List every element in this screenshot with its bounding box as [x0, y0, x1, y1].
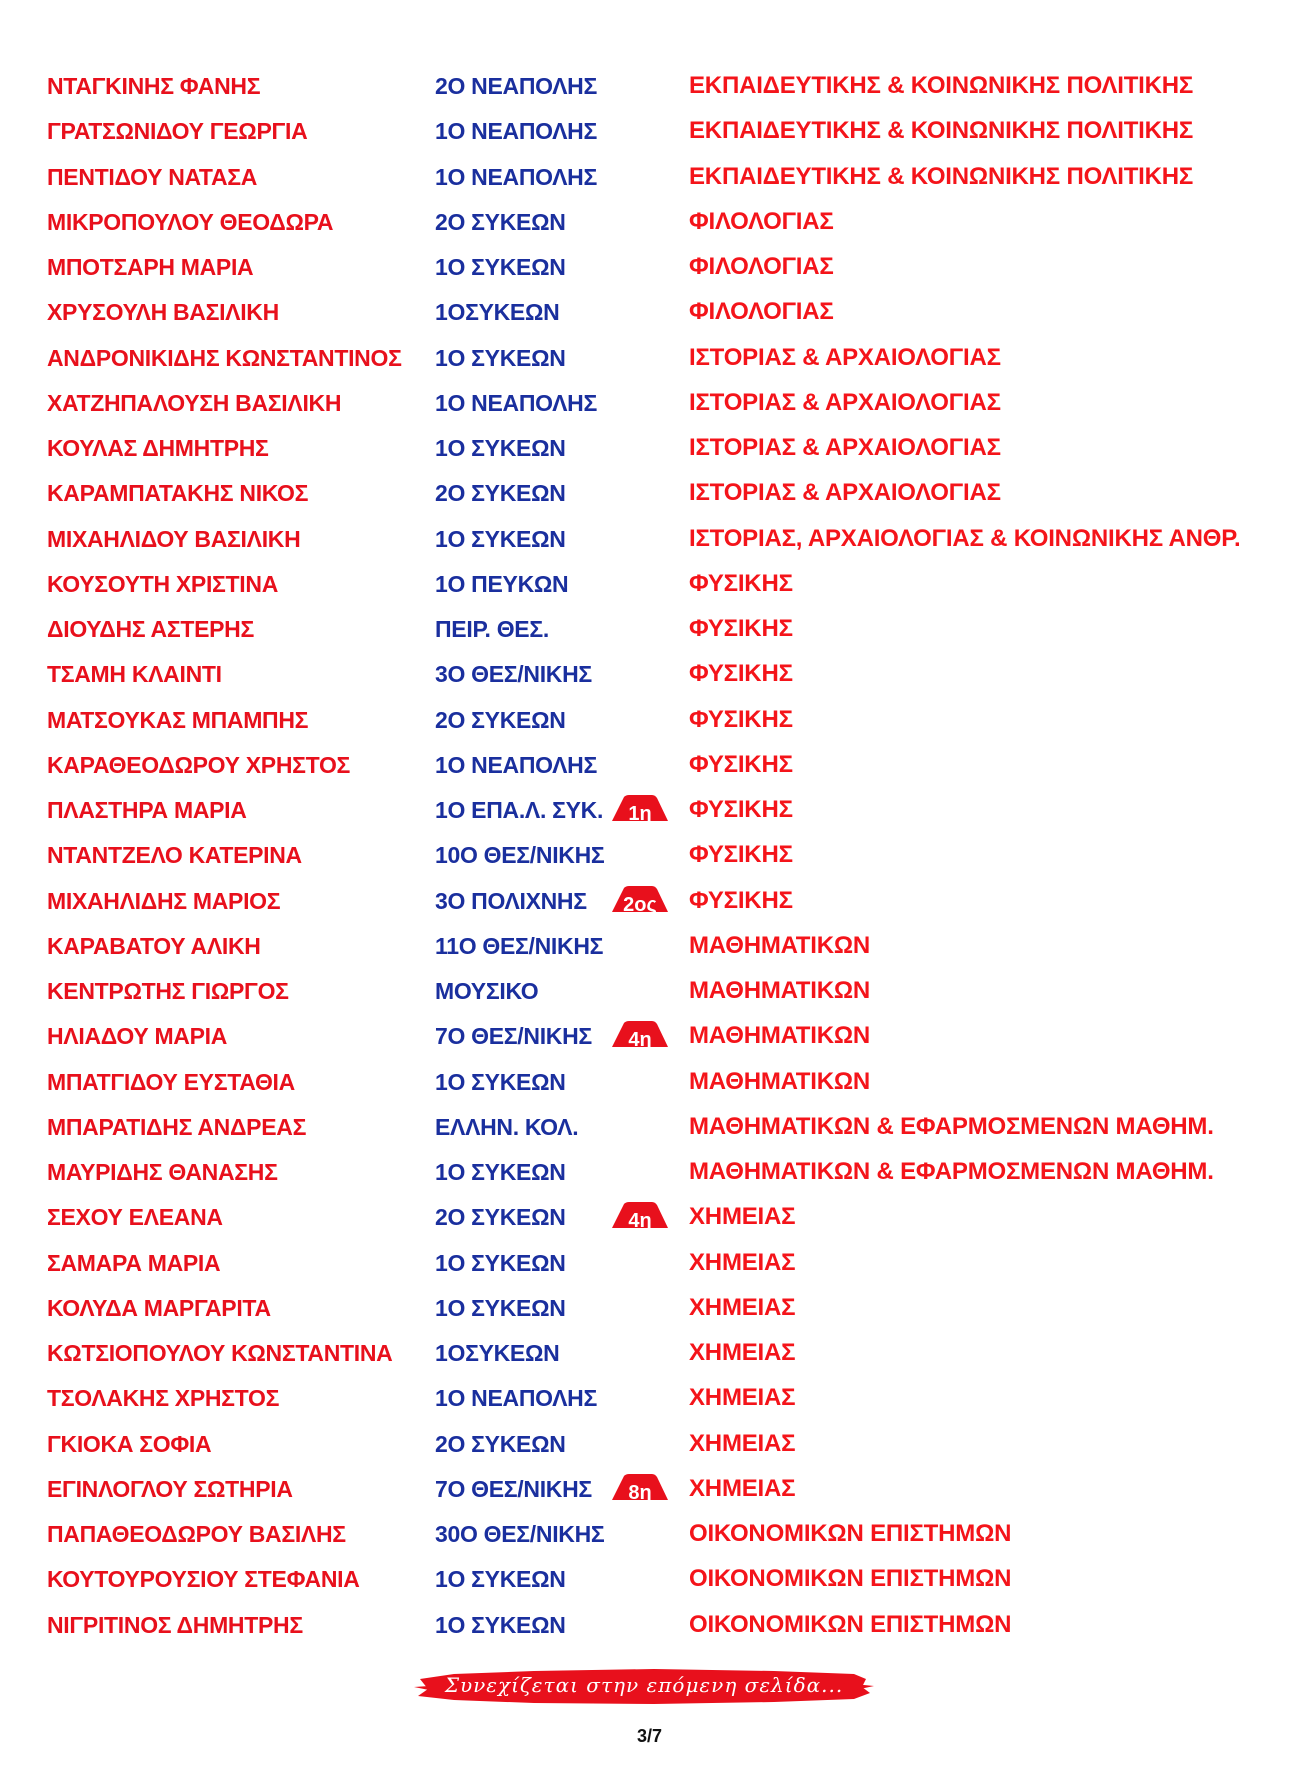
- school-name: ΕΛΛΗΝ. ΚΟΛ.: [435, 1113, 579, 1140]
- department-name: ΙΣΤΟΡΙΑΣ & ΑΡΧΑΙΟΛΟΓΙΑΣ: [689, 434, 1001, 461]
- list-item: [0, 67, 1299, 112]
- person-name: ΝΤΑΝΤΖΕΛΟ ΚΑΤΕΡΙΝΑ: [47, 842, 302, 869]
- school-name: 3Ο ΠΟΛΙΧΝΗΣ: [435, 887, 587, 914]
- school-name: 11Ο ΘΕΣ/ΝΙΚΗΣ: [435, 932, 604, 959]
- list-item: [0, 701, 1299, 746]
- school-name: 1Ο ΝΕΑΠΟΛΗΣ: [435, 751, 597, 778]
- rank-badge: [612, 1474, 668, 1504]
- department-name: ΕΚΠΑΙΔΕΥΤΙΚΗΣ & ΚΟΙΝΩΝΙΚΗΣ ΠΟΛΙΤΙΚΗΣ: [689, 72, 1194, 99]
- person-name: ΠΕΝΤΙΔΟΥ ΝΑΤΑΣΑ: [47, 163, 258, 190]
- list-item: [0, 1153, 1299, 1198]
- school-name: 1Ο ΣΥΚΕΩΝ: [435, 344, 566, 371]
- person-name: ΣΑΜΑΡΑ ΜΑΡΙΑ: [47, 1249, 221, 1276]
- rank-badge: [612, 795, 668, 825]
- list-item: [0, 1334, 1299, 1379]
- person-name: ΚΟΥΛΑΣ ΔΗΜΗΤΡΗΣ: [47, 435, 269, 461]
- list-item: [0, 746, 1299, 791]
- department-name: ΧΗΜΕΙΑΣ: [689, 1429, 796, 1457]
- list-item: [0, 112, 1299, 157]
- person-name: ΚΑΡΑΜΠΑΤΑΚΗΣ ΝΙΚΟΣ: [47, 480, 309, 507]
- list-item: [0, 927, 1299, 972]
- school-name: 1Ο ΣΥΚΕΩΝ: [435, 525, 566, 552]
- school-name: 1Ο ΝΕΑΠΟΛΗΣ: [435, 163, 597, 190]
- list-item: [0, 293, 1299, 338]
- list-item: [0, 474, 1299, 519]
- rank-badge-label: 8η: [628, 1481, 652, 1504]
- person-name: ΤΣΟΛΑΚΗΣ ΧΡΗΣΤΟΣ: [47, 1385, 280, 1412]
- person-name: ΜΠΟΤΣΑΡΗ ΜΑΡΙΑ: [47, 254, 254, 280]
- person-name: ΚΑΡΑΒΑΤΟΥ ΑΛΙΚΗ: [47, 932, 261, 959]
- school-name: 1Ο ΣΥΚΕΩΝ: [435, 1566, 566, 1593]
- person-name: ΓΚΙΟΚΑ ΣΟΦΙΑ: [47, 1430, 212, 1457]
- school-name: 1Ο ΣΥΚΕΩΝ: [435, 1068, 566, 1095]
- school-name: 2Ο ΣΥΚΕΩΝ: [435, 1430, 566, 1457]
- person-name: ΑΝΔΡΟΝΙΚΙΔΗΣ ΚΩΝΣΤΑΝΤΙΝΟΣ: [47, 344, 402, 371]
- department-name: ΙΣΤΟΡΙΑΣ & ΑΡΧΑΙΟΛΟΓΙΑΣ: [689, 479, 1001, 507]
- department-name: ΜΑΘΗΜΑΤΙΚΩΝ: [689, 1022, 871, 1050]
- list-item: [0, 1515, 1299, 1560]
- school-name: 1Ο ΣΥΚΕΩΝ: [435, 1249, 566, 1276]
- person-name: ΜΠΑΤΓΙΔΟΥ ΕΥΣΤΑΘΙΑ: [47, 1068, 295, 1095]
- person-name: ΗΛΙΑΔΟΥ ΜΑΡΙΑ: [47, 1023, 228, 1050]
- person-name: ΝΤΑΓΚΙΝΗΣ ΦΑΝΗΣ: [47, 73, 261, 99]
- department-name: ΧΗΜΕΙΑΣ: [689, 1474, 796, 1502]
- school-name: 1Ο ΠΕΥΚΩΝ: [435, 570, 569, 597]
- list-item: [0, 1017, 1299, 1062]
- school-name: 1Ο ΣΥΚΕΩΝ: [435, 254, 566, 280]
- department-name: ΦΙΛΟΛΟΓΙΑΣ: [689, 253, 834, 280]
- list-item: [0, 610, 1299, 655]
- department-name: ΦΥΣΙΚΗΣ: [689, 705, 793, 733]
- rank-badge: [612, 886, 668, 916]
- person-name: ΧΡΥΣΟΥΛΗ ΒΑΣΙΛΙΚΗ: [47, 299, 279, 326]
- department-name: ΜΑΘΗΜΑΤΙΚΩΝ: [689, 1067, 871, 1095]
- school-name: 1Ο ΝΕΑΠΟΛΗΣ: [435, 1385, 597, 1412]
- school-name: 2Ο ΣΥΚΕΩΝ: [435, 208, 566, 235]
- school-name: 30Ο ΘΕΣ/ΝΙΚΗΣ: [435, 1521, 605, 1547]
- list-item: [0, 339, 1299, 384]
- school-name: 1Ο ΝΕΑΠΟΛΗΣ: [435, 118, 597, 145]
- department-name: ΙΣΤΟΡΙΑΣ & ΑΡΧΑΙΟΛΟΓΙΑΣ: [689, 388, 1001, 416]
- school-name: ΠΕΙΡ. ΘΕΣ.: [435, 616, 549, 642]
- department-name: ΦΥΣΙΚΗΣ: [689, 750, 793, 778]
- person-name: ΜΑΥΡΙΔΗΣ ΘΑΝΑΣΗΣ: [47, 1159, 278, 1185]
- department-name: ΦΥΣΙΚΗΣ: [689, 796, 793, 823]
- school-name: 1Ο ΕΠΑ.Λ. ΣΥΚ.: [435, 797, 604, 823]
- school-name: 1ΟΣΥΚΕΩΝ: [435, 1340, 560, 1366]
- department-name: ΕΚΠΑΙΔΕΥΤΙΚΗΣ & ΚΟΙΝΩΝΙΚΗΣ ΠΟΛΙΤΙΚΗΣ: [689, 117, 1194, 145]
- department-name: ΟΙΚΟΝΟΜΙΚΩΝ ΕΠΙΣΤΗΜΩΝ: [689, 1610, 1012, 1638]
- person-name: ΚΟΥΣΟΥΤΗ ΧΡΙΣΤΙΝΑ: [47, 570, 279, 597]
- rank-badge-label: 4η: [628, 1029, 652, 1052]
- rank-badge-label: 4η: [628, 1210, 652, 1233]
- department-name: ΟΙΚΟΝΟΜΙΚΩΝ ΕΠΙΣΤΗΜΩΝ: [689, 1520, 1012, 1547]
- list-item: [0, 384, 1299, 429]
- list-item: [0, 972, 1299, 1017]
- list-item: [0, 882, 1299, 927]
- rank-badge: [612, 1202, 668, 1233]
- person-name: ΚΟΛΥΔΑ ΜΑΡΓΑΡΙΤΑ: [47, 1294, 271, 1321]
- department-name: ΧΗΜΕΙΑΣ: [689, 1384, 796, 1412]
- continued-text: Συνεχίζεται στην επόμενη σελίδα...: [444, 1673, 844, 1697]
- department-name: ΙΣΤΟΡΙΑΣ & ΑΡΧΑΙΟΛΟΓΙΑΣ: [689, 343, 1001, 371]
- school-name: 2Ο ΣΥΚΕΩΝ: [435, 706, 566, 733]
- school-name: 1Ο ΣΥΚΕΩΝ: [435, 1294, 566, 1321]
- continued-banner: [414, 1665, 874, 1709]
- person-name: ΜΙΧΑΗΛΙΔΟΥ ΒΑΣΙΛΙΚΗ: [47, 525, 301, 552]
- school-name: 2Ο ΝΕΑΠΟΛΗΣ: [435, 73, 597, 99]
- person-name: ΤΣΑΜΗ ΚΛΑΙΝΤΙ: [47, 661, 222, 688]
- school-name: 2Ο ΣΥΚΕΩΝ: [435, 1204, 566, 1231]
- list-item: [0, 1470, 1299, 1515]
- school-name: 1ΟΣΥΚΕΩΝ: [435, 299, 560, 326]
- person-name: ΚΕΝΤΡΩΤΗΣ ΓΙΩΡΓΟΣ: [47, 978, 289, 1004]
- person-name: ΝΙΓΡΙΤΙΝΟΣ ΔΗΜΗΤΡΗΣ: [47, 1611, 303, 1638]
- person-name: ΕΓΙΝΛΟΓΛΟΥ ΣΩΤΗΡΙΑ: [47, 1475, 293, 1502]
- list-item: [0, 565, 1299, 610]
- school-name: 10Ο ΘΕΣ/ΝΙΚΗΣ: [435, 842, 605, 869]
- list-item: [0, 158, 1299, 203]
- person-name: ΧΑΤΖΗΠΑΛΟΥΣΗ ΒΑΣΙΛΙΚΗ: [47, 389, 342, 416]
- list-item: [0, 1606, 1299, 1651]
- list-item: [0, 248, 1299, 293]
- department-name: ΜΑΘΗΜΑΤΙΚΩΝ & ΕΦΑΡΜΟΣΜΕΝΩΝ ΜΑΘΗΜ.: [689, 1112, 1214, 1140]
- list-item: [0, 1198, 1299, 1243]
- department-name: ΦΥΣΙΚΗΣ: [689, 660, 793, 688]
- list-item: [0, 1244, 1299, 1289]
- school-name: 1Ο ΣΥΚΕΩΝ: [435, 435, 566, 461]
- list-item: [0, 836, 1299, 881]
- list-item: [0, 655, 1299, 700]
- school-name: 1Ο ΣΥΚΕΩΝ: [435, 1611, 566, 1638]
- list-item: [0, 203, 1299, 248]
- school-name: 1Ο ΝΕΑΠΟΛΗΣ: [435, 389, 597, 416]
- department-name: ΧΗΜΕΙΑΣ: [689, 1293, 796, 1321]
- department-name: ΦΙΛΟΛΟΓΙΑΣ: [689, 298, 834, 326]
- person-name: ΜΙΚΡΟΠΟΥΛΟΥ ΘΕΟΔΩΡΑ: [47, 208, 334, 235]
- school-name: 3Ο ΘΕΣ/ΝΙΚΗΣ: [435, 661, 592, 688]
- school-name: 7Ο ΘΕΣ/ΝΙΚΗΣ: [435, 1023, 592, 1050]
- list-item: [0, 1425, 1299, 1470]
- person-name: ΠΛΑΣΤΗΡΑ ΜΑΡΙΑ: [47, 797, 247, 823]
- department-name: ΜΑΘΗΜΑΤΙΚΩΝ: [689, 977, 871, 1004]
- person-name: ΚΟΥΤΟΥΡΟΥΣΙΟΥ ΣΤΕΦΑΝΙΑ: [47, 1566, 360, 1593]
- list-item: [0, 1379, 1299, 1424]
- school-name: 7Ο ΘΕΣ/ΝΙΚΗΣ: [435, 1475, 592, 1502]
- person-name: ΠΑΠΑΘΕΟΔΩΡΟΥ ΒΑΣΙΛΗΣ: [47, 1521, 346, 1547]
- department-name: ΧΗΜΕΙΑΣ: [689, 1248, 796, 1276]
- person-name: ΣΕΧΟΥ ΕΛΕΑΝΑ: [47, 1204, 223, 1231]
- rank-badge-label: 1η: [628, 803, 652, 825]
- department-name: ΦΥΣΙΚΗΣ: [689, 615, 793, 642]
- person-name: ΜΙΧΑΗΛΙΔΗΣ ΜΑΡΙΟΣ: [47, 887, 281, 914]
- list-item: [0, 1063, 1299, 1108]
- page-number: 3/7: [636, 1726, 663, 1746]
- department-name: ΜΑΘΗΜΑΤΙΚΩΝ & ΕΦΑΡΜΟΣΜΕΝΩΝ ΜΑΘΗΜ.: [689, 1158, 1214, 1185]
- rank-badge: [612, 1021, 668, 1052]
- school-name: ΜΟΥΣΙΚΟ: [435, 978, 539, 1004]
- person-name: ΔΙΟΥΔΗΣ ΑΣΤΕΡΗΣ: [47, 616, 254, 642]
- department-name: ΙΣΤΟΡΙΑΣ, ΑΡΧΑΙΟΛΟΓΙΑΣ & ΚΟΙΝΩΝΙΚΗΣ ΑΝΘΡ.: [689, 524, 1241, 552]
- list-item: [0, 791, 1299, 836]
- list-item: [0, 1560, 1299, 1605]
- person-name: ΜΠΑΡΑΤΙΔΗΣ ΑΝΔΡΕΑΣ: [47, 1113, 307, 1140]
- department-name: ΦΥΣΙΚΗΣ: [689, 841, 793, 869]
- department-name: ΦΥΣΙΚΗΣ: [689, 886, 793, 914]
- department-name: ΦΥΣΙΚΗΣ: [689, 569, 793, 597]
- rank-badge-label: 2ος: [623, 893, 657, 916]
- person-name: ΚΑΡΑΘΕΟΔΩΡΟΥ ΧΡΗΣΤΟΣ: [47, 751, 351, 778]
- department-name: ΟΙΚΟΝΟΜΙΚΩΝ ΕΠΙΣΤΗΜΩΝ: [689, 1565, 1012, 1593]
- department-name: ΕΚΠΑΙΔΕΥΤΙΚΗΣ & ΚΟΙΝΩΝΙΚΗΣ ΠΟΛΙΤΙΚΗΣ: [689, 162, 1194, 190]
- list-item: [0, 1108, 1299, 1153]
- person-name: ΚΩΤΣΙΟΠΟΥΛΟΥ ΚΩΝΣΤΑΝΤΙΝΑ: [47, 1340, 393, 1366]
- list-item: [0, 429, 1299, 474]
- school-name: 2Ο ΣΥΚΕΩΝ: [435, 480, 566, 507]
- results-list: [0, 67, 1299, 1651]
- list-item: [0, 1289, 1299, 1334]
- department-name: ΧΗΜΕΙΑΣ: [689, 1339, 796, 1366]
- department-name: ΜΑΘΗΜΑΤΙΚΩΝ: [689, 931, 871, 959]
- person-name: ΓΡΑΤΣΩΝΙΔΟΥ ΓΕΩΡΓΙΑ: [47, 118, 308, 145]
- department-name: ΧΗΜΕΙΑΣ: [689, 1203, 796, 1231]
- school-name: 1Ο ΣΥΚΕΩΝ: [435, 1159, 566, 1185]
- list-item: [0, 520, 1299, 565]
- person-name: ΜΑΤΣΟΥΚΑΣ ΜΠΑΜΠΗΣ: [47, 706, 309, 733]
- department-name: ΦΙΛΟΛΟΓΙΑΣ: [689, 207, 834, 235]
